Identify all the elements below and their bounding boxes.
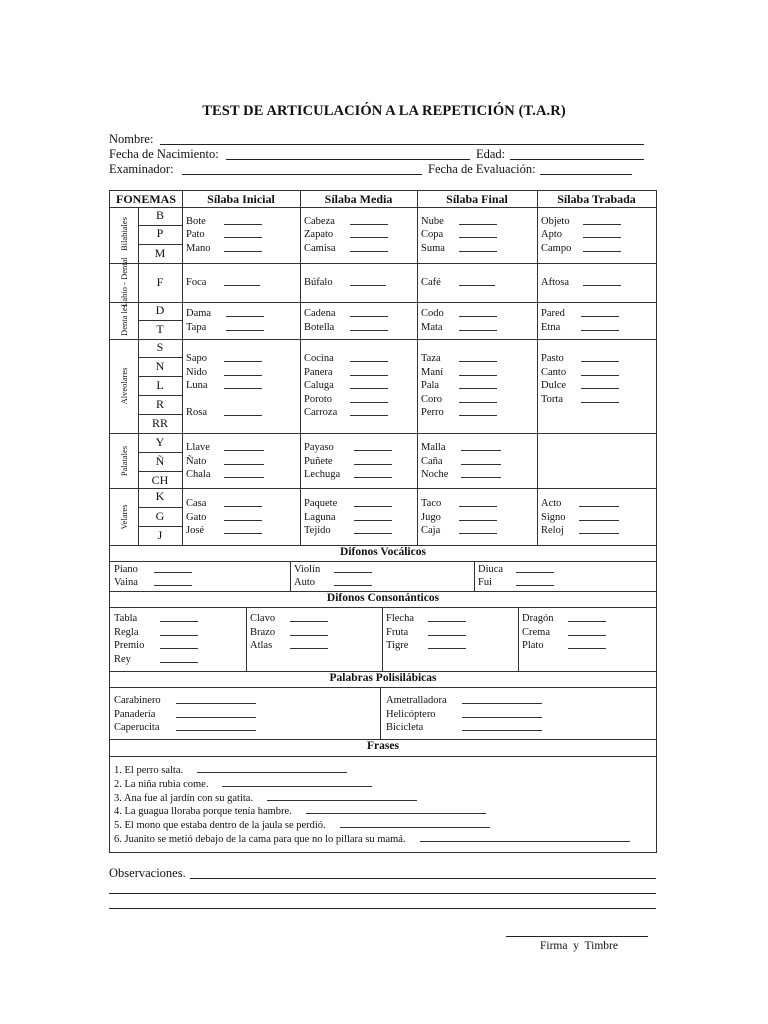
col-silaba-trabada: Sílaba Trabada — [557, 192, 636, 206]
answer-blank[interactable] — [459, 215, 497, 225]
word-item: Regla — [114, 626, 139, 640]
answer-blank[interactable] — [583, 215, 621, 225]
answer-blank[interactable] — [581, 366, 619, 376]
word-item: Perro — [421, 406, 444, 420]
answer-blank[interactable] — [459, 276, 495, 286]
word-item: Premio — [114, 639, 144, 653]
answer-blank[interactable] — [428, 639, 466, 649]
answer-blank[interactable] — [354, 524, 392, 534]
word-item: Bote — [186, 215, 206, 229]
difonos-consonanticos-title: Difonos Consonánticos — [326, 592, 440, 604]
answer-blank[interactable] — [197, 763, 347, 773]
word-item: Laguna — [304, 511, 336, 525]
phoneme-j: J — [157, 528, 163, 542]
answer-blank[interactable] — [224, 215, 262, 225]
answer-blank[interactable] — [334, 576, 372, 586]
answer-blank[interactable] — [579, 497, 619, 507]
group-alveolares: Alveolares — [119, 367, 129, 405]
answer-blank[interactable] — [154, 563, 192, 573]
frase-item: 4. La guagua lloraba porque tenía hambre. — [114, 804, 486, 819]
answer-blank[interactable] — [461, 468, 501, 478]
edad-field[interactable] — [510, 159, 644, 160]
answer-blank[interactable] — [459, 406, 497, 416]
word-item: Fruta — [386, 626, 408, 640]
word-item: Plato — [522, 639, 544, 653]
answer-blank[interactable] — [462, 708, 542, 718]
answer-blank[interactable] — [224, 352, 262, 362]
word-item: Carabinero — [114, 694, 161, 708]
word-item: Suma — [421, 242, 445, 256]
col-silaba-media: Sílaba Media — [324, 192, 393, 206]
answer-blank[interactable] — [224, 441, 264, 451]
answer-blank[interactable] — [516, 576, 554, 586]
word-item: Tejido — [304, 524, 331, 538]
word-item: Bicicleta — [386, 721, 423, 735]
word-item: Panadería — [114, 708, 155, 722]
word-item: Dragón — [522, 612, 554, 626]
answer-blank[interactable] — [350, 228, 388, 238]
answer-blank[interactable] — [224, 228, 262, 238]
word-item: Casa — [186, 497, 206, 511]
answer-blank[interactable] — [350, 379, 388, 389]
frase-item: 2. La niña rubia come. — [114, 777, 372, 792]
phoneme-k: K — [155, 489, 165, 503]
word-item: Paquete — [304, 497, 337, 511]
answer-blank[interactable] — [224, 406, 262, 416]
firma-label: Firma y Timbre — [540, 940, 618, 952]
word-item: Violín — [294, 563, 320, 577]
word-item: Camisa — [304, 242, 336, 256]
word-item: Carroza — [304, 406, 337, 420]
phoneme-f: F — [156, 275, 164, 289]
word-item: Café — [421, 276, 441, 290]
word-item: Búfalo — [304, 276, 333, 290]
phoneme-enie: Ñ — [155, 454, 165, 468]
answer-blank[interactable] — [340, 818, 490, 828]
word-item: Caja — [421, 524, 440, 538]
word-item: Nube — [421, 215, 444, 229]
answer-blank[interactable] — [176, 708, 256, 718]
word-item: Rey — [114, 653, 131, 667]
word-item: Chala — [186, 468, 211, 482]
answer-blank[interactable] — [176, 721, 256, 731]
answer-blank[interactable] — [160, 653, 198, 663]
answer-blank[interactable] — [462, 721, 542, 731]
phoneme-d: D — [155, 303, 165, 317]
answer-blank[interactable] — [461, 455, 501, 465]
answer-blank[interactable] — [350, 366, 388, 376]
answer-blank[interactable] — [290, 639, 328, 649]
answer-blank[interactable] — [459, 228, 497, 238]
word-item: Tapa — [186, 321, 206, 335]
answer-blank[interactable] — [224, 379, 262, 389]
answer-blank[interactable] — [226, 307, 264, 317]
document-title: TEST DE ARTICULACIÓN A LA REPETICIÓN (T.A.R) — [202, 103, 566, 119]
word-item: Sapo — [186, 352, 207, 366]
answer-blank[interactable] — [568, 639, 606, 649]
answer-blank[interactable] — [306, 804, 486, 814]
word-item: Aftosa — [541, 276, 569, 290]
answer-blank[interactable] — [222, 777, 372, 787]
answer-blank[interactable] — [154, 576, 192, 586]
phoneme-y: Y — [155, 435, 165, 449]
answer-blank[interactable] — [160, 639, 198, 649]
answer-blank[interactable] — [350, 307, 388, 317]
word-item: Nido — [186, 366, 207, 380]
word-item: Dama — [186, 307, 211, 321]
word-item: Pasto — [541, 352, 564, 366]
answer-blank[interactable] — [579, 511, 619, 521]
observaciones-line-2[interactable] — [109, 893, 656, 894]
fecha-nacimiento-label: Fecha de Nacimiento: — [109, 147, 219, 161]
word-item: José — [186, 524, 204, 538]
fecha-evaluacion-field[interactable] — [540, 174, 632, 175]
answer-blank[interactable] — [160, 612, 198, 622]
answer-blank[interactable] — [459, 497, 497, 507]
word-item: Campo — [541, 242, 571, 256]
phoneme-n: N — [155, 359, 165, 373]
word-item: Jugo — [421, 511, 441, 525]
group-palatales: Palatales — [119, 445, 129, 477]
word-item: Objeto — [541, 215, 570, 229]
answer-blank[interactable] — [350, 393, 388, 403]
answer-blank[interactable] — [583, 242, 621, 252]
phoneme-m: M — [154, 246, 166, 260]
word-item: Mata — [421, 321, 443, 335]
answer-blank[interactable] — [459, 321, 497, 331]
answer-blank[interactable] — [224, 497, 262, 507]
examinador-label: Examinador: — [109, 162, 174, 176]
answer-blank[interactable] — [290, 626, 328, 636]
word-item: Caperucita — [114, 721, 159, 735]
answer-blank[interactable] — [428, 626, 466, 636]
frase-item: 5. El mono que estaba dentro de la jaula se perdió. — [114, 818, 490, 833]
word-item: Piano — [114, 563, 138, 577]
answer-blank[interactable] — [459, 524, 497, 534]
answer-blank[interactable] — [224, 242, 262, 252]
word-item: Tigre — [386, 639, 408, 653]
answer-blank[interactable] — [581, 393, 619, 403]
answer-blank[interactable] — [459, 352, 497, 362]
phoneme-ch: CH — [151, 473, 169, 487]
answer-blank[interactable] — [224, 366, 262, 376]
word-item: Mano — [186, 242, 211, 256]
word-item: Foca — [186, 276, 206, 290]
word-item: Torta — [541, 393, 563, 407]
phoneme-rr: RR — [151, 416, 168, 430]
answer-blank[interactable] — [350, 321, 388, 331]
frase-item: 3. Ana fue al jardín con su gatita. — [114, 791, 417, 806]
word-item: Coro — [421, 393, 442, 407]
word-item: Malla — [421, 441, 446, 455]
articulation-table — [109, 190, 657, 853]
observaciones-line-3[interactable] — [109, 908, 656, 909]
phoneme-b: B — [155, 208, 164, 222]
answer-blank[interactable] — [581, 321, 619, 331]
answer-blank[interactable] — [579, 524, 619, 534]
group-velares: Velares — [119, 504, 129, 530]
frases-title: Frases — [367, 740, 399, 752]
word-item: Rosa — [186, 406, 207, 420]
word-item: Luna — [186, 379, 208, 393]
word-item: Dulce — [541, 379, 566, 393]
polisilabicas-title: Palabras Polisilábicas — [329, 672, 437, 684]
word-item: Payaso — [304, 441, 334, 455]
answer-blank[interactable] — [334, 563, 372, 573]
group-dentales: Denta les — [119, 304, 129, 336]
answer-blank[interactable] — [350, 352, 388, 362]
answer-blank[interactable] — [354, 497, 392, 507]
word-item: Flecha — [386, 612, 414, 626]
word-item: Ametralladora — [386, 694, 447, 708]
answer-blank[interactable] — [516, 563, 554, 573]
word-item: Reloj — [541, 524, 564, 538]
word-item: Signo — [541, 511, 566, 525]
word-item: Zapato — [304, 228, 333, 242]
answer-blank[interactable] — [350, 406, 388, 416]
word-item: Puñete — [304, 455, 333, 469]
answer-blank[interactable] — [224, 511, 262, 521]
answer-blank[interactable] — [226, 321, 264, 331]
word-item: Noche — [421, 468, 448, 482]
nombre-field[interactable] — [160, 144, 644, 145]
word-item: Fui — [478, 576, 492, 590]
observaciones-line-1[interactable] — [190, 878, 656, 879]
word-item: Vaina — [114, 576, 138, 590]
word-item: Pala — [421, 379, 439, 393]
answer-blank[interactable] — [224, 468, 264, 478]
answer-blank[interactable] — [176, 694, 256, 704]
firma-line[interactable] — [506, 936, 648, 937]
answer-blank[interactable] — [224, 455, 264, 465]
answer-blank[interactable] — [459, 379, 497, 389]
col-fonemas: FONEMAS — [116, 192, 176, 206]
answer-blank[interactable] — [581, 307, 619, 317]
answer-blank[interactable] — [459, 307, 497, 317]
fecha-evaluacion-label: Fecha de Evaluación: — [428, 162, 536, 176]
word-item: Auto — [294, 576, 315, 590]
word-item: Gato — [186, 511, 206, 525]
word-item: Maní — [421, 366, 443, 380]
answer-blank[interactable] — [462, 694, 542, 704]
phoneme-s: S — [156, 340, 164, 354]
answer-blank[interactable] — [354, 455, 392, 465]
answer-blank[interactable] — [583, 276, 621, 286]
answer-blank[interactable] — [568, 612, 606, 622]
word-item: Crema — [522, 626, 550, 640]
fecha-nacimiento-field[interactable] — [226, 159, 470, 160]
phoneme-r: R — [155, 397, 164, 411]
frase-item: 6. Juanito se metió debajo de la cama para que no lo pillara su mamá. — [114, 832, 630, 847]
word-item: Botella — [304, 321, 334, 335]
phoneme-p: P — [156, 226, 164, 240]
answer-blank[interactable] — [568, 626, 606, 636]
word-item: Diuca — [478, 563, 503, 577]
answer-blank[interactable] — [354, 441, 392, 451]
answer-blank[interactable] — [459, 511, 497, 521]
word-item: Canto — [541, 366, 566, 380]
answer-blank[interactable] — [354, 468, 392, 478]
answer-blank[interactable] — [350, 242, 388, 252]
group-labio-dental: Labio - Dental — [119, 257, 129, 307]
difonos-vocalicos-title: Difonos Vocálicos — [340, 546, 426, 558]
answer-blank[interactable] — [224, 276, 260, 286]
word-item: Etna — [541, 321, 560, 335]
observaciones-label: Observaciones. — [109, 866, 186, 880]
answer-blank[interactable] — [267, 791, 417, 801]
word-item: Panera — [304, 366, 333, 380]
phoneme-g: G — [155, 509, 165, 523]
word-item: Tabla — [114, 612, 137, 626]
word-item: Apto — [541, 228, 562, 242]
word-item: Lechuga — [304, 468, 340, 482]
answer-blank[interactable] — [459, 366, 497, 376]
answer-blank[interactable] — [350, 276, 386, 286]
answer-blank[interactable] — [224, 524, 262, 534]
group-bilabiales: Bilabiales — [119, 217, 129, 251]
word-item: Acto — [541, 497, 561, 511]
word-item: Cabeza — [304, 215, 335, 229]
answer-blank[interactable] — [290, 612, 328, 622]
answer-blank[interactable] — [459, 393, 497, 403]
word-item: Taza — [421, 352, 441, 366]
word-item: Pared — [541, 307, 565, 321]
word-item: Poroto — [304, 393, 332, 407]
word-item: Llave — [186, 441, 210, 455]
word-item: Taco — [421, 497, 441, 511]
answer-blank[interactable] — [459, 242, 497, 252]
answer-blank[interactable] — [581, 352, 619, 362]
answer-blank[interactable] — [350, 215, 388, 225]
word-item: Caluga — [304, 379, 334, 393]
answer-blank[interactable] — [428, 612, 466, 622]
word-item: Cocina — [304, 352, 334, 366]
word-item: Brazo — [250, 626, 275, 640]
word-item: Copa — [421, 228, 443, 242]
phoneme-l: L — [156, 378, 164, 392]
word-item: Cadena — [304, 307, 336, 321]
word-item: Pato — [186, 228, 205, 242]
col-silaba-inicial: Sílaba Inicial — [207, 192, 275, 206]
word-item: Ñato — [186, 455, 206, 469]
frase-item: 1. El perro salta. — [114, 763, 347, 778]
word-item: Atlas — [250, 639, 272, 653]
word-item: Codo — [421, 307, 444, 321]
col-silaba-final: Sílaba Final — [446, 192, 508, 206]
word-item: Helicóptero — [386, 708, 436, 722]
phoneme-t: T — [156, 322, 164, 336]
answer-blank[interactable] — [420, 832, 630, 842]
answer-blank[interactable] — [583, 228, 621, 238]
answer-blank[interactable] — [354, 511, 392, 521]
word-item: Clavo — [250, 612, 275, 626]
examinador-field[interactable] — [182, 174, 422, 175]
nombre-label: Nombre: — [109, 132, 154, 146]
answer-blank[interactable] — [461, 441, 501, 451]
answer-blank[interactable] — [581, 379, 619, 389]
answer-blank[interactable] — [160, 626, 198, 636]
word-item: Caña — [421, 455, 443, 469]
edad-label: Edad: — [476, 147, 506, 161]
